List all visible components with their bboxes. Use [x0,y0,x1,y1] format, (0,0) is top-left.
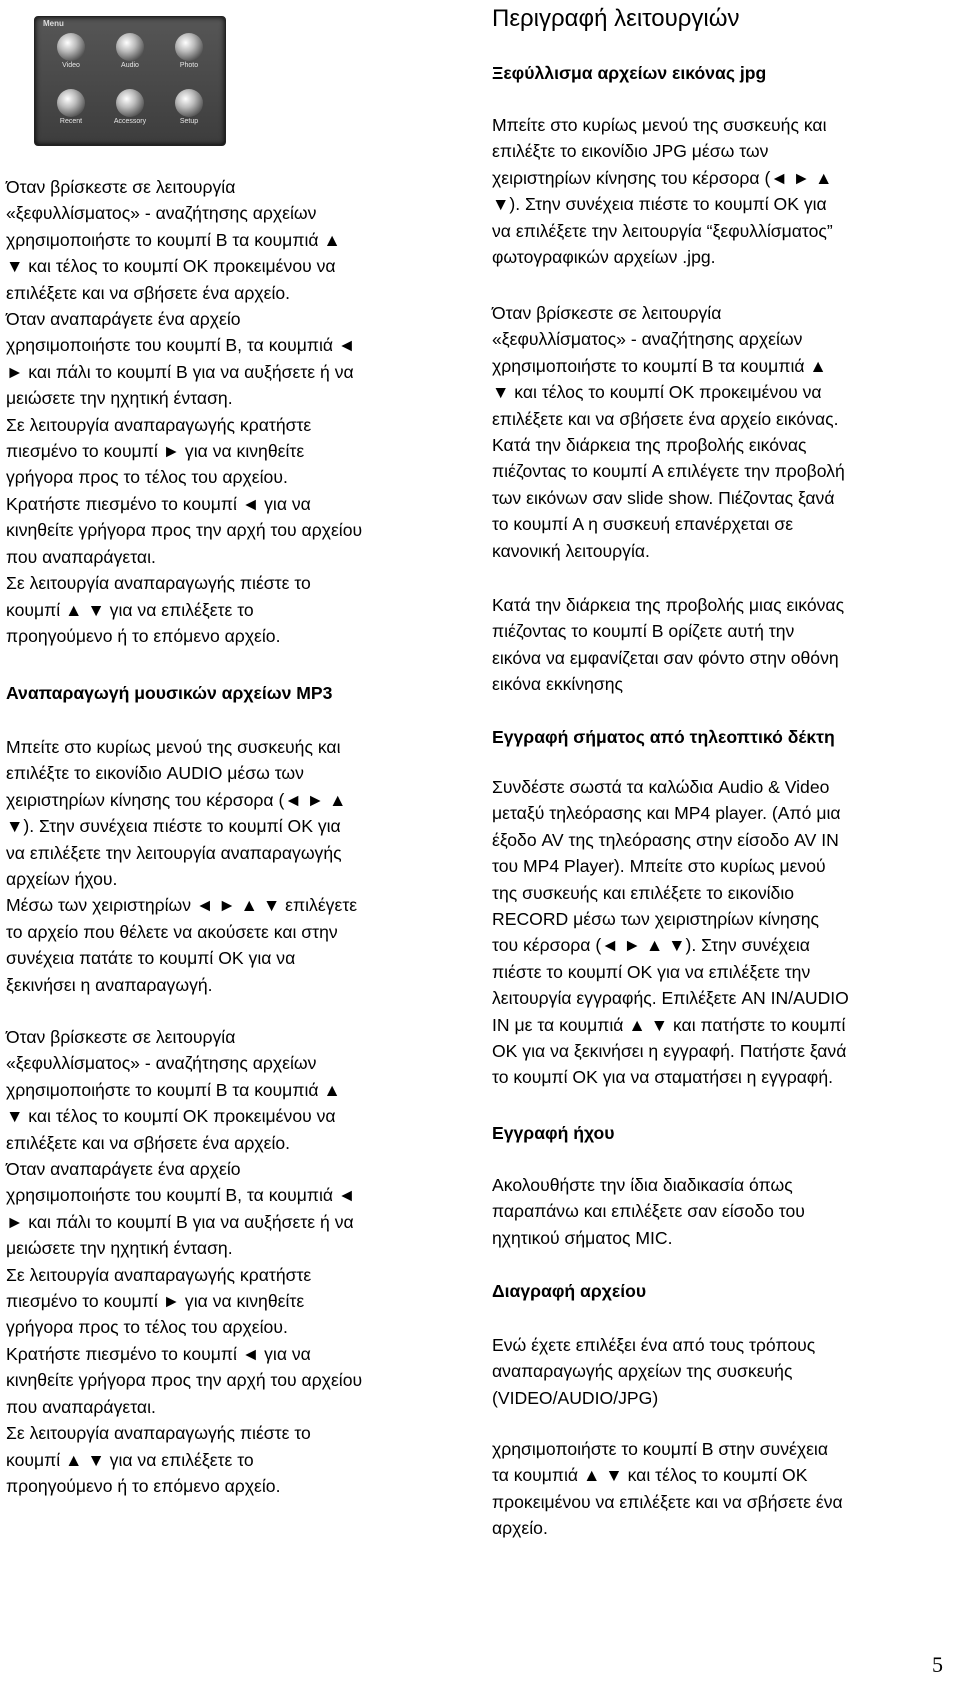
menu-item-audio [102,33,158,69]
menu-title: Menu [43,19,64,28]
text-line: Μπείτε στο κυρίως μενού της συσκευής και [6,737,341,757]
mp3-heading: Αναπαραγωγή μουσικών αρχείων MP3 [6,683,333,703]
page-number: 5 [932,1652,943,1677]
text-line: κινηθείτε γρήγορα προς την αρχή του αρχείου [6,1370,363,1391]
text-line: Όταν αναπαράγετε ένα αρχείο [6,309,241,330]
text-line: κινηθείτε γρήγορα προς την αρχή του αρχείου [6,520,363,541]
text-line: λειτουργία εγγραφής. Επιλέξετε AN IN/AUDIO [492,988,849,1009]
text-line: ▼ και τέλος το κουμπί ΟΚ προκειμένου να [492,382,822,403]
text-line: ΟΚ για να ξεκινήσει η εγγραφή. Πατήστε ξανά [492,1041,847,1062]
menu-item-photo [161,33,217,69]
text-line: πιέζοντας το κουμπί A επιλέγετε την προβολή [492,461,845,482]
text-line: πιεσμένο το κουμπί ► για να κινηθείτε [6,441,305,462]
text-line: μειώσετε την ηχητική ένταση. [6,1238,233,1259]
text-line: αρχείων ήχου. [6,869,118,890]
menu-item-recent [43,89,99,125]
text-line: RECORD μέσω των χειριστηρίων κίνησης [492,909,819,930]
text-line: πιεσμένο το κουμπί ► για να κινηθείτε [6,1291,305,1312]
text-line: που αναπαράγεται. [6,1396,156,1417]
text-line: επιλέξετε και να σβήσετε ένα αρχείο εικόνας. [492,408,839,429]
text-line: επιλέξτε το εικονίδιο AUDIO μέσω των [6,763,304,784]
text-line: επιλέξετε και να σβήσετε ένα αρχείο. [6,1132,291,1153]
text-line: προηγούμενο ή το επόμενο αρχείο. [6,625,281,646]
text-line: Ακολουθήστε την ίδια διαδικασία όπως [492,1175,793,1195]
text-line: ξεκινήσει η αναπαραγωγή. [6,974,213,995]
text-line: γρήγορα προς το τέλος του αρχείου. [6,467,288,488]
recent-icon [57,89,85,117]
text-line: «ξεφυλλίσματος» - αναζήτησης αρχείων [6,1053,317,1074]
text-line: φωτογραφικών αρχείων .jpg. [492,247,716,268]
text-line: του κέρσορα (◄ ► ▲ ▼). Στην συνέχεια [492,935,810,956]
jpg-heading: Ξεφύλλισμα αρχείων εικόνας jpg [492,63,767,83]
text-line: Κρατήστε πιεσμένο το κουμπί ◄ για να [6,493,311,514]
text-line: Σε λειτουργία αναπαραγωγής πιέστε το [6,573,311,594]
text-line: επιλέξετε και να σβήσετε ένα αρχείο. [6,282,291,303]
text-line: Κατά την διάρκεια της προβολής εικόνας [492,435,807,456]
text-line: ▼ και τέλος το κουμπί ΟΚ προκειμένου να [6,256,336,277]
mp3-section [6,734,474,998]
text-line: (VIDEO/AUDIO/JPG) [492,1387,659,1408]
text-line: το αρχείο που θέλετε να ακούσετε και στην [6,921,338,942]
text-line: επιλέξτε το εικονίδιο JPG μέσω των [492,141,769,162]
text-line: ηχητικού σήματος MIC. [492,1227,673,1248]
text-line: IN με τα κουμπιά ▲ ▼ και πατήστε το κουμπί [492,1014,846,1035]
menu-screenshot [34,16,226,146]
menu-label-photo: Photo [179,62,199,69]
photo-icon [175,33,203,61]
text-line: Μπείτε στο κυρίως μενού της συσκευής και [492,115,827,135]
browse-section-1 [6,174,474,649]
text-line: των εικόνων σαν slide show. Πιέζοντας ξανά [492,487,835,508]
text-line: ▼). Στην συνέχεια πιέστε το κουμπί ΟΚ για [492,194,827,215]
page-title: Περιγραφή λειτουργιών [492,5,740,32]
text-line: ▼ και τέλος το κουμπί ΟΚ προκειμένου να [6,1106,336,1127]
text-line: Σε λειτουργία αναπαραγωγής κρατήστε [6,1264,312,1285]
text-line: ▼). Στην συνέχεια πιέστε το κουμπί ΟΚ για [6,816,341,837]
text-line: χειριστηρίων κίνησης του κέρσορα (◄ ► ▲ [6,789,347,810]
menu-item-video [43,33,99,69]
jpg-section-1 [492,112,954,270]
text-line: προκειμένου να επιλέξετε και να σβήσετε ένα [492,1491,843,1512]
text-line: κανονική λειτουργία. [492,540,650,561]
text-line: Σε λειτουργία αναπαραγωγής πιέστε το [6,1423,311,1444]
text-line: πιέστε το κουμπί ΟΚ για να επιλέξετε την [492,961,811,982]
text-line: το κουμπί A η συσκευή επανέρχεται σε [492,514,794,535]
text-line: Όταν βρίσκεστε σε λειτουργία [492,303,722,323]
text-line: «ξεφυλλίσματος» - αναζήτησης αρχείων [492,329,803,350]
delete-file-section-2 [492,1436,954,1542]
accessory-icon [116,89,144,117]
text-line: μεταξύ τηλεόρασης και MP4 player. (Από μια [492,803,841,824]
text-line: χρησιμοποιήστε το κουμπί B στην συνέχεια [492,1439,828,1459]
text-line: χρησιμοποιήστε του κουμπί B, τα κουμπιά ◄ [6,335,356,356]
text-line: Σε λειτουργία αναπαραγωγής κρατήστε [6,414,312,435]
text-line: μειώσετε την ηχητική ένταση. [6,388,233,409]
text-line: έξοδο AV της τηλεόρασης στην είσοδο AV IN [492,829,839,850]
text-line: πιέζοντας το κουμπί B ορίζετε αυτή την [492,621,795,642]
text-line: που αναπαράγεται. [6,546,156,567]
text-line: Ενώ έχετε επιλέξει ένα από τους τρόπους [492,1335,816,1355]
text-line: χρησιμοποιήστε το κουμπί B τα κουμπιά ▲ [6,229,341,250]
delete-file-section-1 [492,1332,954,1411]
audio-icon [116,33,144,61]
menu-label-audio: Audio [121,62,139,69]
text-line: χειριστηρίων κίνησης του κέρσορα (◄ ► ▲ [492,167,833,188]
text-line: Κρατήστε πιεσμένο το κουμπί ◄ για να [6,1343,311,1364]
menu-label-video: Video [62,62,80,69]
text-line: να επιλέξετε την λειτουργία αναπαραγωγής [6,842,342,863]
delete-file-heading: Διαγραφή αρχείου [492,1281,647,1301]
sound-record-section [492,1172,954,1251]
text-line: της συσκευής και επιλέξετε το εικονίδιο [492,882,795,903]
text-line: ► και πάλι το κουμπί B για να αυξήσετε ή να [6,1211,354,1232]
text-line: Συνδέστε σωστά τα καλώδια Audio & Video [492,777,830,797]
text-line: κουμπί ▲ ▼ για να επιλέξετε το [6,599,254,620]
text-line: Όταν βρίσκεστε σε λειτουργία [6,177,236,197]
text-line: το κουμπί ΟΚ για να σταματήσει η εγγραφή. [492,1067,834,1088]
text-line: γρήγορα προς το τέλος του αρχείου. [6,1317,288,1338]
browse-section-2 [6,1024,474,1499]
text-line: χρησιμοποιήστε το κουμπί B τα κουμπιά ▲ [6,1079,341,1100]
text-line: να επιλέξετε την λειτουργία “ξεφυλλίσματος” [492,220,833,241]
text-line: κουμπί ▲ ▼ για να επιλέξετε το [6,1449,254,1470]
text-line: Όταν αναπαράγετε ένα αρχείο [6,1159,241,1180]
text-line: παραπάνω και επιλέξετε σαν είσοδο του [492,1201,805,1222]
text-line: ► και πάλι το κουμπί B για να αυξήσετε ή να [6,361,354,382]
menu-label-recent: Recent [59,118,83,125]
tv-record-heading: Εγγραφή σήματος από τηλεοπτικό δέκτη [492,727,835,747]
text-line: εικόνα εκκίνησης [492,674,624,695]
setup-icon [175,89,203,117]
jpg-section-2 [492,300,954,564]
text-line: τα κουμπιά ▲ ▼ και τέλος το κουμπί ΟΚ [492,1465,808,1486]
text-line: αναπαραγωγής αρχείων της συσκευής [492,1361,793,1382]
text-line: χρησιμοποιήστε του κουμπί B, τα κουμπιά ◄ [6,1185,356,1206]
text-line: αρχείο. [492,1518,548,1539]
text-line: προηγούμενο ή το επόμενο αρχείο. [6,1475,281,1496]
text-line: Μέσω των χειριστηρίων ◄ ► ▲ ▼ επιλέγετε [6,895,358,916]
text-line: Κατά την διάρκεια της προβολής μιας εικόνας [492,595,845,615]
jpg-section-3 [492,592,954,698]
text-line: Όταν βρίσκεστε σε λειτουργία [6,1027,236,1047]
sound-record-heading: Εγγραφή ήχου [492,1123,615,1143]
video-icon [57,33,85,61]
text-line: συνέχεια πατάτε το κουμπί ΟΚ για να [6,948,296,969]
text-line: «ξεφυλλίσματος» - αναζήτησης αρχείων [6,203,317,224]
menu-label-setup: Setup [179,118,199,125]
tv-record-section [492,774,954,1091]
menu-item-accessory [102,89,158,125]
menu-label-accessory: Accessory [113,118,147,125]
text-line: χρησιμοποιήστε το κουμπί B τα κουμπιά ▲ [492,355,827,376]
text-line: του MP4 Player). Μπείτε στο κυρίως μενού [492,856,826,877]
text-line: εικόνα να εμφανίζεται σαν φόντο στην οθόνη [492,647,839,668]
menu-item-setup [161,89,217,125]
